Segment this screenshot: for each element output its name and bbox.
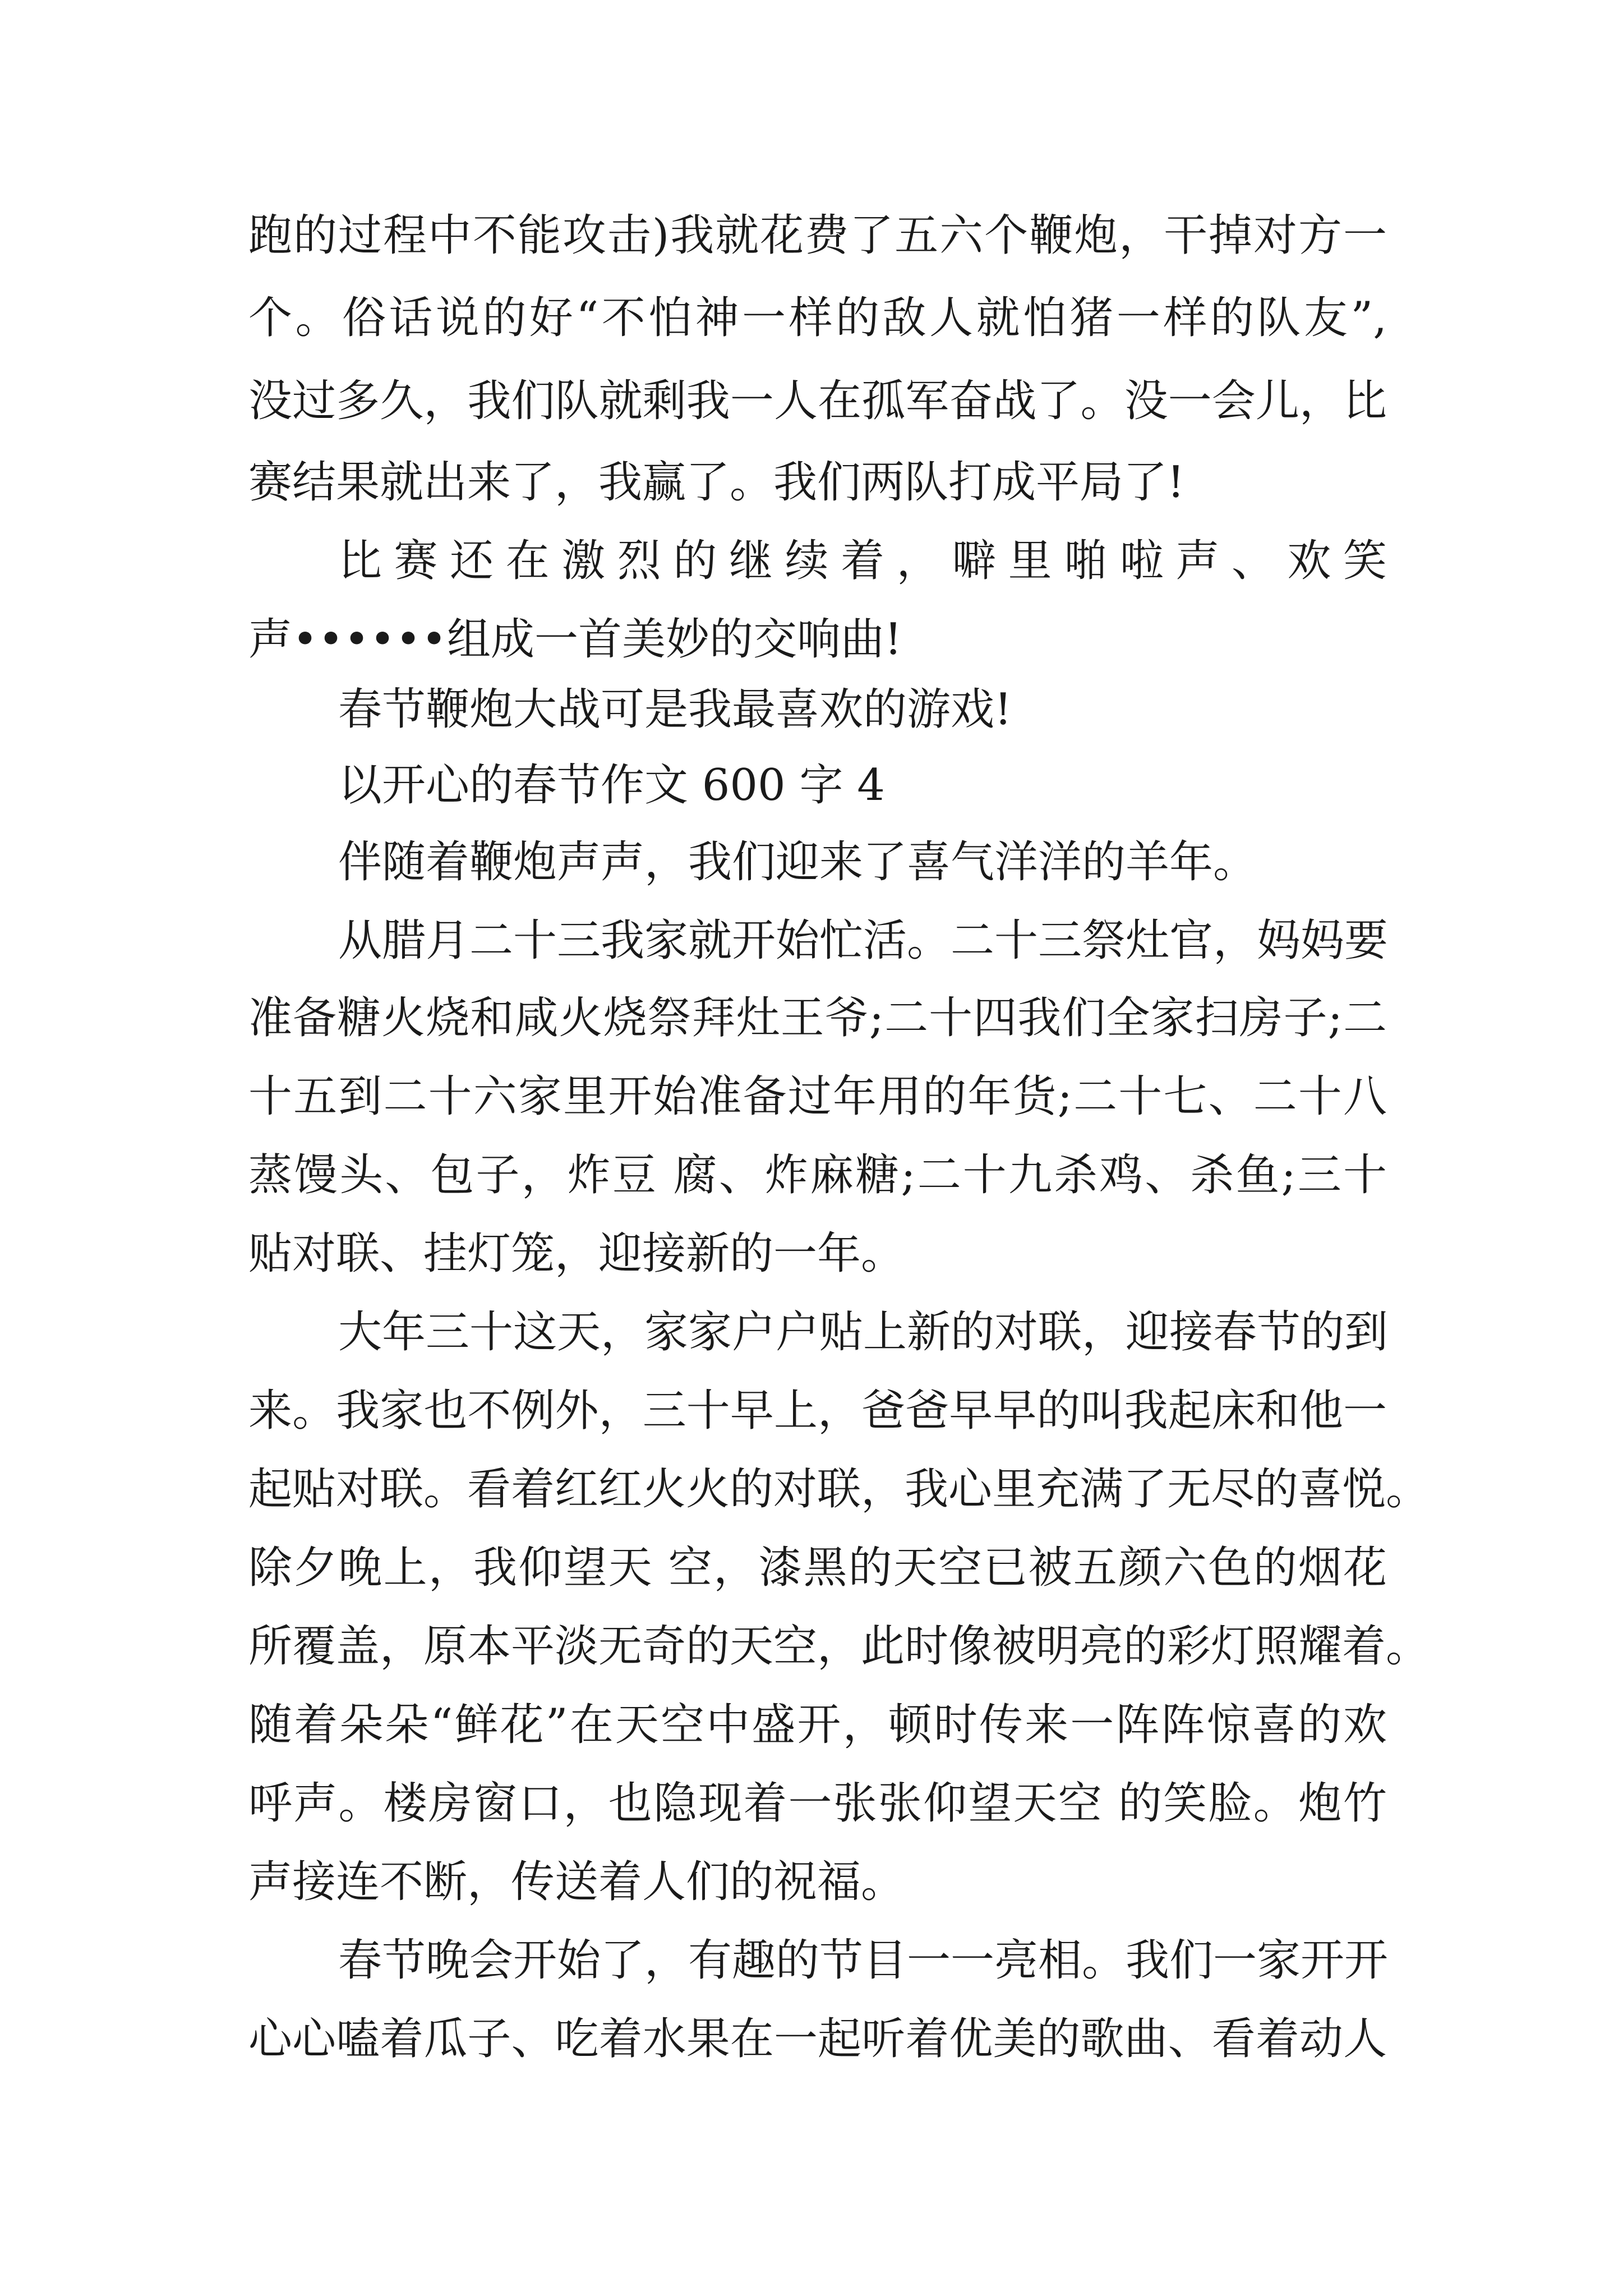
text-line-2: 个。俗话说的好“不怕神一样的敌人就怕猪一样的队友”, bbox=[248, 293, 1387, 343]
text-line-5: 比赛还在激烈的继续着，噼里啪啦声、欢笑 bbox=[338, 536, 1387, 586]
text-line-17: 起贴对联。看着红红火火的对联，我心里充满了无尽的喜悦。 bbox=[248, 1464, 1430, 1515]
text-line-21: 呼声。楼房窗口，也隐现着一张张仰望天空 的笑脸。炮竹 bbox=[248, 1778, 1387, 1829]
text-line-23: 春节晚会开始了，有趣的节目一一亮相。我们一家开开 bbox=[338, 1935, 1389, 1986]
text-line-22: 声接连不断，传送着人们的祝福。 bbox=[248, 1857, 905, 1907]
text-line-15: 大年三十这天，家家户户贴上新的对联，迎接春节的到 bbox=[338, 1307, 1389, 1358]
text-line-11: 准备糖火烧和咸火烧祭拜灶王爷;二十四我们全家扫房子;二 bbox=[248, 993, 1387, 1043]
text-line-7: 春节鞭炮大战可是我最喜欢的游戏! bbox=[338, 684, 1012, 735]
text-line-18: 除夕晚上，我仰望天 空，漆黑的天空已被五颜六色的烟花 bbox=[248, 1543, 1387, 1593]
text-line-10: 从腊月二十三我家就开始忙活。二十三祭灶官，妈妈要 bbox=[338, 915, 1389, 966]
text-line-20: 随着朵朵“鲜花”在天空中盛开，顿时传来一阵阵惊喜的欢 bbox=[248, 1700, 1387, 1750]
text-line-14: 贴对联、挂灯笼，迎接新的一年。 bbox=[248, 1228, 905, 1279]
text-line-1: 跑的过程中不能攻击)我就花费了五六个鞭炮，干掉对方一 bbox=[248, 210, 1387, 261]
text-line-6: 声••••••组成一首美妙的交响曲! bbox=[248, 614, 902, 665]
text-line-3: 没过多久，我们队就剩我一人在孤军奋战了。没一会儿，比 bbox=[248, 376, 1387, 426]
text-line-13: 蒸馒头、包子，炸豆 腐、炸麻糖;二十九杀鸡、杀鱼;三十 bbox=[248, 1150, 1387, 1200]
text-line-19: 所覆盖，原本平淡无奇的天空，此时像被明亮的彩灯照耀着。 bbox=[248, 1621, 1430, 1672]
text-line-16: 来。我家也不例外，三十早上，爸爸早早的叫我起床和他一 bbox=[248, 1386, 1387, 1436]
text-line-24: 心心嗑着瓜子、吃着水果在一起听着优美的歌曲、看着动人 bbox=[248, 2014, 1387, 2064]
section-heading: 以开心的春节作文 600 字 4 bbox=[338, 760, 885, 811]
text-line-9: 伴随着鞭炮声声，我们迎来了喜气洋洋的羊年。 bbox=[338, 837, 1257, 887]
text-line-4: 赛结果就出来了，我赢了。我们两队打成平局了! bbox=[248, 457, 1185, 508]
text-line-12: 十五到二十六家里开始准备过年用的年货;二十七、二十八 bbox=[248, 1071, 1387, 1122]
